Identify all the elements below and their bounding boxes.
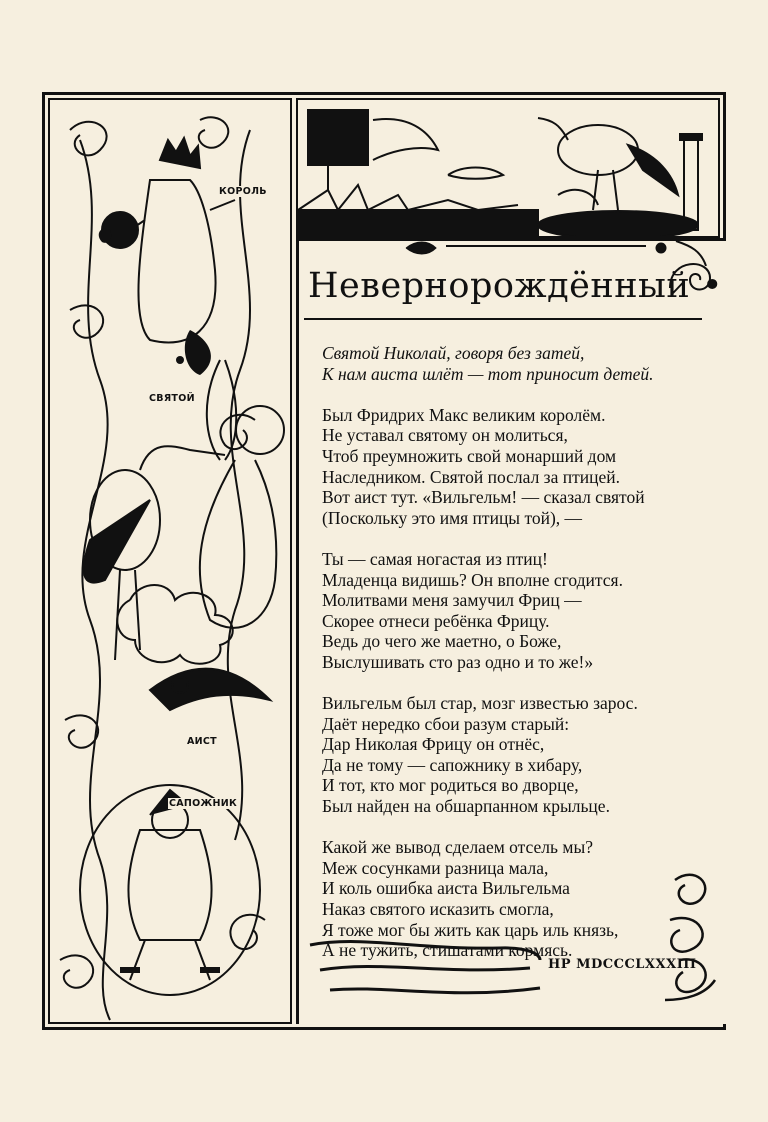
poem-line: А не тужить, стишатами кормясь. [322,940,573,961]
label-cobbler: САПОЖНИК [169,798,238,809]
poem-line: Не уставал святому он молиться, [322,425,568,446]
label-king: КОРОЛЬ [219,186,267,197]
stanza [322,693,722,817]
poem-line: Наследником. Святой послал за птицей. [322,466,620,487]
left-illustration-panel [48,98,292,1024]
stanza [322,343,722,384]
poem-line: Молитвами меня замучил Фриц — [322,590,582,611]
poem-line: Был найден на обшарпанном крыльце. [322,796,610,817]
poem-line: Ты — самая ногастая из птиц! [322,548,548,569]
label-saint: СВЯТОЙ [149,393,195,404]
title-underline [304,318,702,320]
corner-swirl-icon [660,238,720,298]
poem-line: Скорее отнеси ребёнка Фрицу. [322,610,550,631]
poem-line: И коль ошибка аиста Вильгельма [322,878,570,899]
poem-line: К нам аиста шлёт — тот приносит детей. [322,363,654,384]
poem-line: Был Фридрих Макс великим королём. [322,404,606,425]
poem-line: Меж сосунками разница мала, [322,857,549,878]
title-text: Неверноpождённый [308,266,691,306]
label-stork: АИСТ [187,736,217,747]
title-ornament: • [701,266,724,306]
poem-line: Вильгельм был стар, мозг известью зарос. [322,693,638,714]
poem-line: Святой Николай, говоря без затей, [322,343,585,363]
poem-line: Младенца видишь? Он вполне сгодится. [322,569,623,590]
poem-line: Да не тому — сапожнику в хибару, [322,754,583,775]
poem-line: И тот, кто мог родиться во дворце, [322,775,579,796]
signature: HP MDCCCLXXXIII [548,957,697,972]
stanza [322,549,722,673]
poem-line: Дар Николая Фрицу он отнёс, [322,734,545,755]
poem-line: (Поскольку это имя птицы той), — [322,507,583,528]
poem-line: Выслушивать сто раз одно и то же!» [322,651,594,672]
poem-line: Чтоб преумножить свой монарший дом [322,445,617,466]
top-illustration-panel [296,98,720,238]
poem-line: Даёт нередко сбои разум старый: [322,713,570,734]
poem-line: Вот аист тут. «Вильгельм! — сказал святой [322,487,645,508]
poem-line: Какой же вывод сделаем отсель мы? [322,837,593,858]
stanza [322,405,722,529]
poem-line: Наказ святого исказить смогла, [322,899,554,920]
top-illustration [298,100,720,238]
left-illustration [50,100,292,1024]
monogram-icon [655,860,725,1010]
poem-line: Я тоже мог бы жить как царь иль князь, [322,919,619,940]
poem-line: Ведь до чего же маетно, о Боже, [322,631,562,652]
